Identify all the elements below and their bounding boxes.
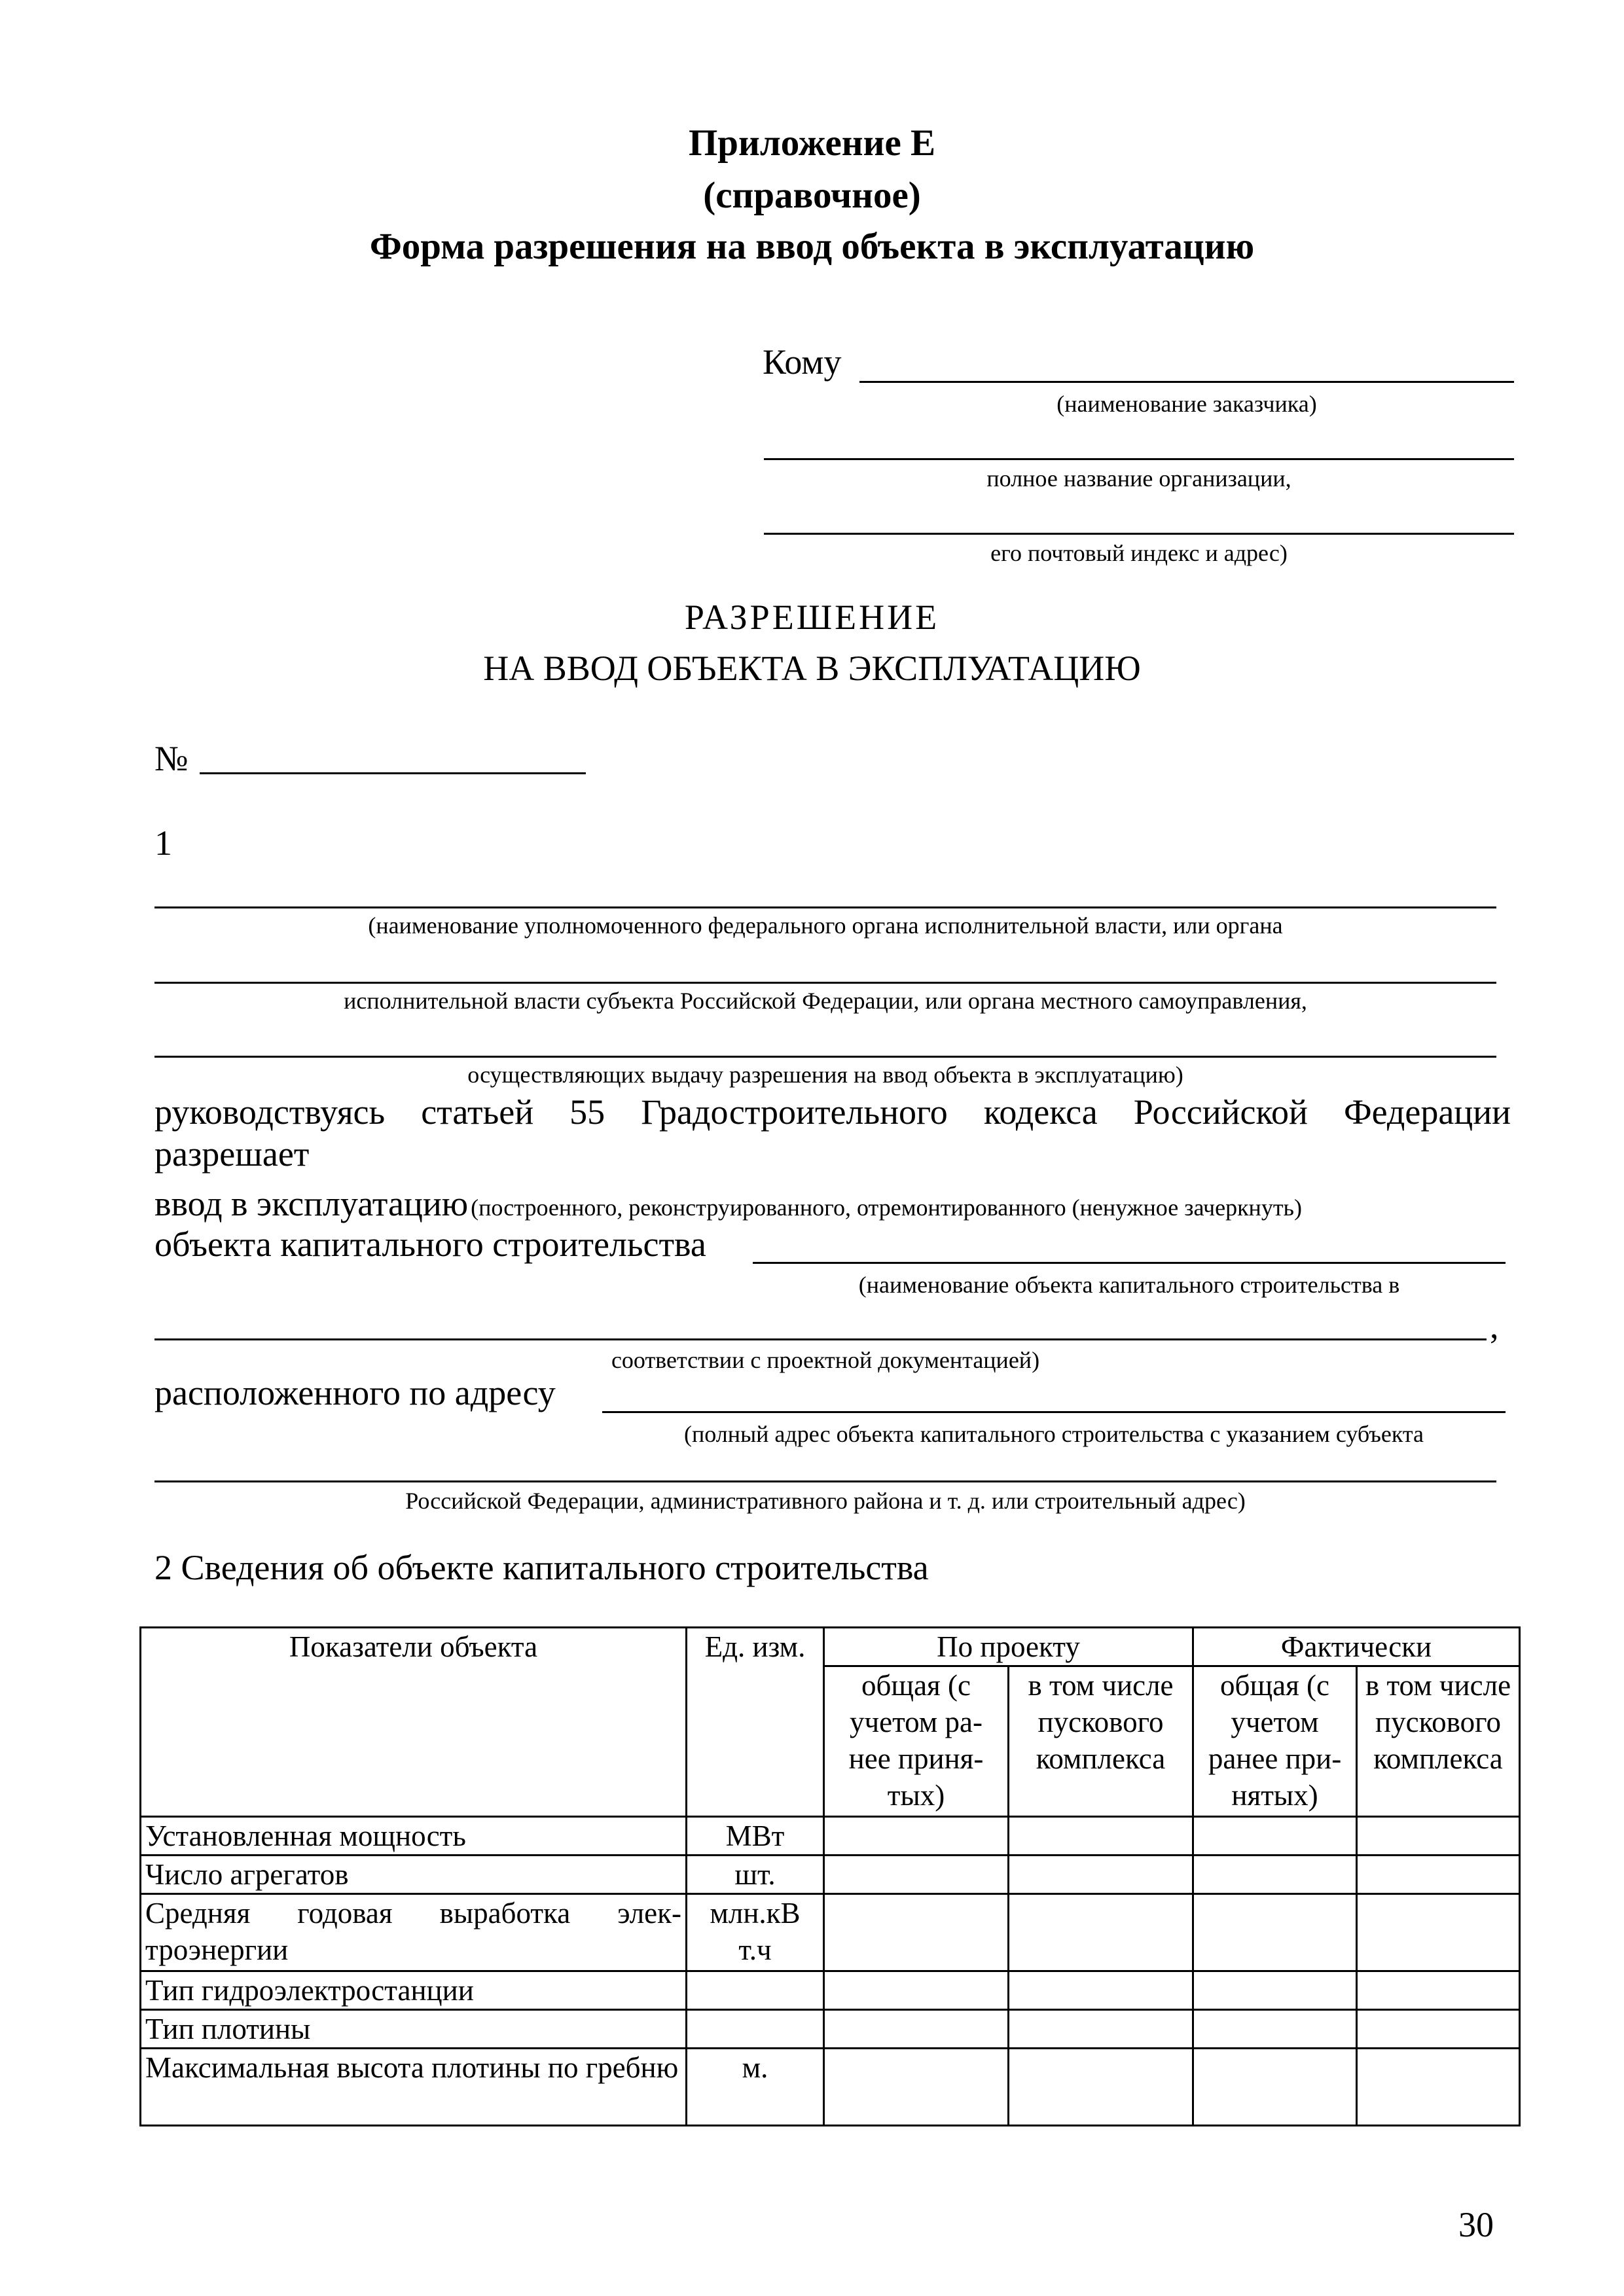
header-by-project: По проекту xyxy=(824,1628,1193,1666)
row-cell[interactable] xyxy=(1009,1971,1193,2010)
table-row xyxy=(141,2049,1520,2126)
address-line xyxy=(764,533,1514,535)
authority-line-3 xyxy=(154,1056,1496,1058)
legal-basis-text: руководствуясь статьей 55 Градостроительного кодекса Российской Федерации xyxy=(154,1092,1511,1132)
row-cell[interactable] xyxy=(1009,1894,1193,1971)
object-name-line xyxy=(753,1262,1506,1264)
commissioning-note: (построенного, реконструированного, отремонтированного (ненужное зачеркнуть) xyxy=(471,1194,1302,1221)
table-row xyxy=(141,1971,1520,2010)
to-label: Кому xyxy=(763,342,842,382)
row-cell[interactable] xyxy=(1357,1894,1520,1971)
row-cell[interactable] xyxy=(824,1971,1009,2010)
row-cell[interactable] xyxy=(824,2010,1009,2049)
header-unit: Ед. изм. xyxy=(687,1628,824,1817)
row-unit xyxy=(687,2010,824,2049)
row-cell[interactable] xyxy=(1357,2010,1520,2049)
object-address-line xyxy=(602,1411,1506,1413)
commissioning-line xyxy=(154,1183,1302,1224)
table-row xyxy=(141,1817,1520,1856)
organization-hint: полное название организации, xyxy=(986,465,1291,492)
number-label: № xyxy=(154,739,189,778)
row-cell[interactable] xyxy=(1193,1971,1357,2010)
row-cell[interactable] xyxy=(1193,1894,1357,1971)
customer-name-line xyxy=(859,381,1514,383)
row-unit: МВт xyxy=(687,1817,824,1856)
header-actual-launch: в том числе пускового комплекса xyxy=(1357,1666,1520,1817)
authority-hint-2: исполнительной власти субъекта Российской Федерации, или органа местного самоуправления, xyxy=(344,988,1307,1014)
section1-number: 1 xyxy=(154,823,172,863)
row-unit: м. xyxy=(687,2049,824,2126)
table-row xyxy=(141,1894,1520,1971)
row-cell[interactable] xyxy=(824,1817,1009,1856)
row-cell[interactable] xyxy=(1357,2049,1520,2126)
row-cell[interactable] xyxy=(1009,1856,1193,1894)
authority-line-1 xyxy=(154,906,1496,908)
object-address-line-2 xyxy=(154,1480,1496,1482)
header-actual-total: общая (с учетом ранее при-нятых) xyxy=(1193,1666,1357,1817)
object-info-table xyxy=(139,1626,1521,2126)
object-address-hint-2: Российской Федерации, административного района и т. д. или строительный адрес) xyxy=(405,1488,1246,1514)
table-row xyxy=(141,2010,1520,2049)
header-actual: Фактически xyxy=(1193,1628,1520,1666)
row-cell[interactable] xyxy=(1009,1817,1193,1856)
permit-subtitle: НА ВВОД ОБЪЕКТА В ЭКСПЛУАТАЦИЮ xyxy=(483,649,1141,688)
row-cell[interactable] xyxy=(1009,2010,1193,2049)
object-comma: , xyxy=(1490,1306,1499,1346)
appendix-subtitle: (справочное) xyxy=(703,175,921,216)
organization-line xyxy=(764,458,1514,460)
form-title: Форма разрешения на ввод объекта в эксплуатацию xyxy=(369,226,1255,267)
permits-text: разрешает xyxy=(154,1134,310,1174)
row-unit: шт. xyxy=(687,1856,824,1894)
section2-title: 2 Сведения об объекте капитального строительства xyxy=(154,1548,929,1587)
row-cell[interactable] xyxy=(824,1894,1009,1971)
table-row xyxy=(141,1856,1520,1894)
address-label: расположенного по адресу xyxy=(154,1373,556,1412)
number-line xyxy=(200,772,586,774)
header-indicators: Показатели объекта xyxy=(141,1628,687,1817)
commissioning-text: ввод в эксплуатацию xyxy=(154,1184,469,1223)
authority-hint-3: осуществляющих выдачу разрешения на ввод объекта в эксплуатацию) xyxy=(467,1062,1183,1088)
object-name-hint-2: соответствии с проектной документацией) xyxy=(611,1347,1040,1373)
header-project-launch: в том числе пускового комплекса xyxy=(1009,1666,1193,1817)
object-label: объекта капитального строительства xyxy=(154,1225,706,1264)
address-hint: его почтовый индекс и адрес) xyxy=(990,540,1288,566)
row-cell[interactable] xyxy=(824,1856,1009,1894)
page-number: 30 xyxy=(1458,2205,1494,2244)
row-cell[interactable] xyxy=(1193,1856,1357,1894)
row-unit: млн.кВ т.ч xyxy=(687,1894,824,1971)
row-name: Тип плотины xyxy=(141,2010,687,2049)
row-cell[interactable] xyxy=(1193,2010,1357,2049)
object-name-hint: (наименование объекта капитального строительства в xyxy=(858,1272,1400,1298)
row-cell[interactable] xyxy=(1193,1817,1357,1856)
authority-hint-1: (наименование уполномоченного федерального органа исполнительной власти, или органа xyxy=(368,912,1283,939)
object-address-hint: (полный адрес объекта капитального строительства с указанием субъекта xyxy=(683,1421,1424,1447)
row-cell[interactable] xyxy=(1357,1971,1520,2010)
row-name: Установленная мощность xyxy=(141,1817,687,1856)
customer-name-hint: (наименование заказчика) xyxy=(1056,391,1317,417)
row-cell[interactable] xyxy=(1357,1817,1520,1856)
row-name: Средняя годовая выработка элек-троэнергии xyxy=(141,1894,687,1971)
appendix-title: Приложение Е xyxy=(688,122,936,164)
row-unit xyxy=(687,1971,824,2010)
row-name: Тип гидроэлектростанции xyxy=(141,1971,687,2010)
object-name-line-2 xyxy=(154,1338,1487,1340)
row-cell[interactable] xyxy=(824,2049,1009,2126)
row-cell[interactable] xyxy=(1357,1856,1520,1894)
row-name: Максимальная высота плотины по гребню xyxy=(141,2049,687,2126)
row-name: Число агрегатов xyxy=(141,1856,687,1894)
authority-line-2 xyxy=(154,982,1496,984)
row-cell[interactable] xyxy=(1193,2049,1357,2126)
permit-title: РАЗРЕШЕНИЕ xyxy=(684,598,940,637)
header-project-total: общая (с учетом ра-нее приня-тых) xyxy=(824,1666,1009,1817)
row-cell[interactable] xyxy=(1009,2049,1193,2126)
